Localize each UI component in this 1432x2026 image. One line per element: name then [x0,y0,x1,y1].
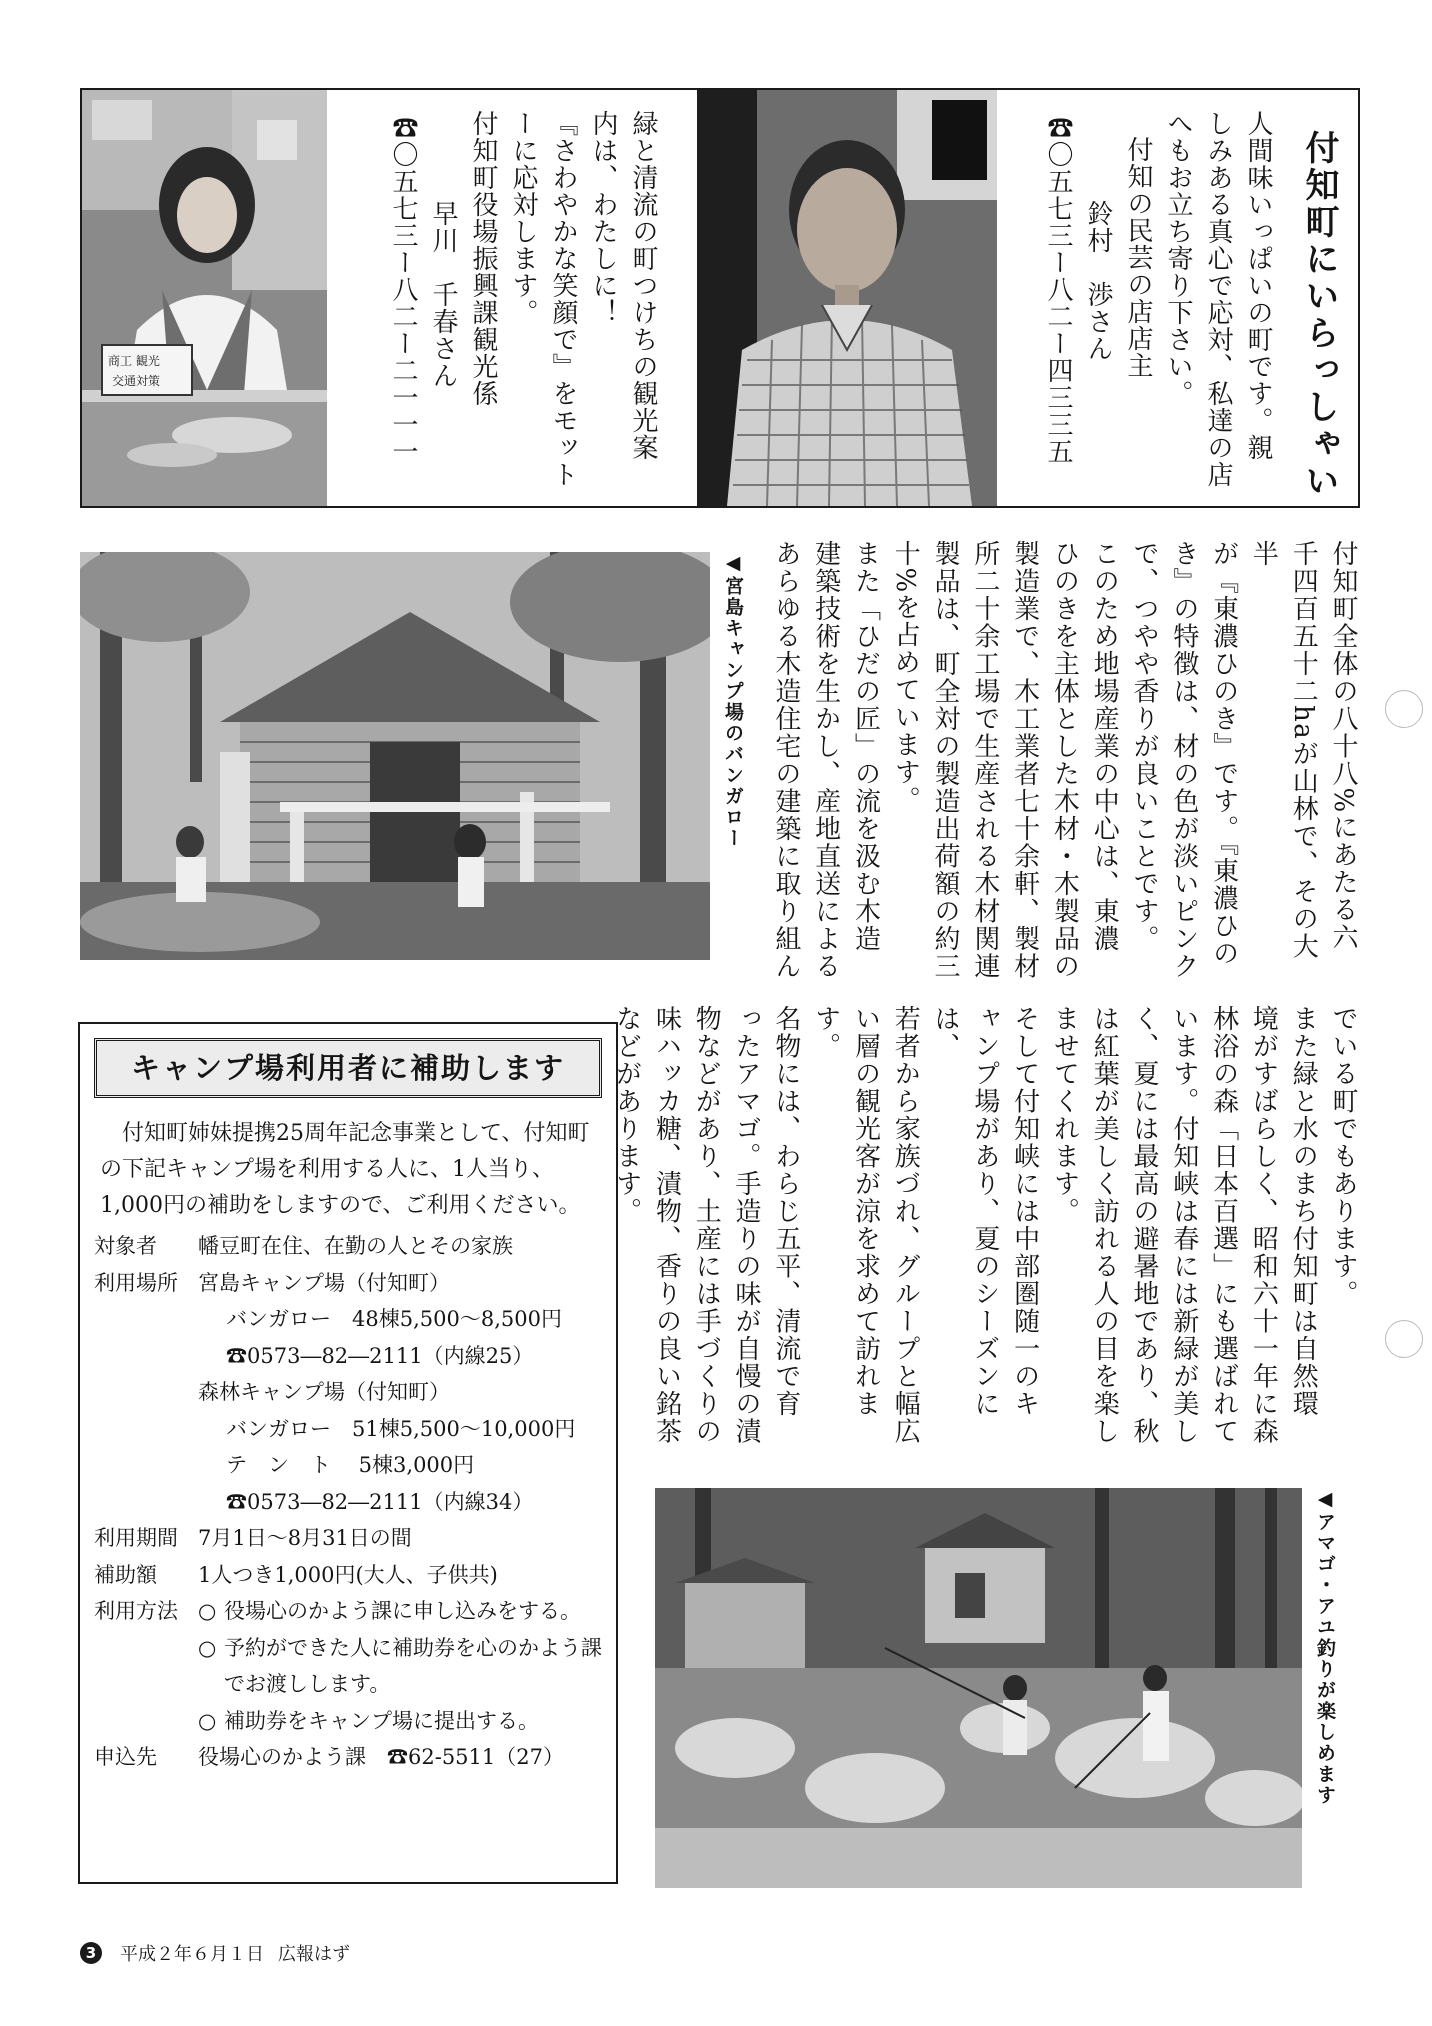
article-line: で、つやや香りが良いことです。 [1129,540,1160,953]
photo-fishing [655,1488,1302,1888]
article-line: 林浴の森「日本百選」にも選ばれて [1208,1005,1239,1445]
method-text: 役場心のかよう課に申し込みをする。 [224,1599,581,1623]
article-line: また緑と水のまち付知町は自然環 [1288,1005,1319,1418]
photo-shop-owner [697,90,997,506]
value-place1-bungalow: バンガロー 48棟5,500～8,500円 [226,1307,562,1331]
message-line: 内は、わたしに！ [588,110,618,326]
article-line: このため地場産業の中心は、東濃 [1089,540,1120,953]
message-line: へもお立ち寄り下さい。 [1163,110,1193,407]
value-period: 7月1日～8月31日の間 [198,1526,412,1550]
value-place1-tel: ☎0573―82―2111（内線25） [226,1343,534,1368]
article-line: 境がすばらしく、昭和六十一年に森 [1248,1005,1279,1445]
svg-text:交通対策: 交通対策 [112,374,161,388]
article-line: などがあります。 [611,1005,642,1225]
value-place2-bungalow: バンガロー 51棟5,500～10,000円 [226,1416,576,1441]
article-line: います。付知峡は春には新緑が美し [1168,1005,1199,1445]
article-lower [606,1005,1362,1450]
row-place1-bungalow [94,1301,602,1338]
row-amount [94,1557,602,1594]
article-line: い層の観光客が涼を求めて訪れます。 [810,1005,881,1418]
article-line: く、夏には最高の避暑地であり、秋 [1129,1005,1160,1445]
page-footer [80,1940,350,1966]
caption-fishing: ◀アマゴ・アユ釣りが楽しめます [1314,1488,1336,1806]
message-line: ーに応対します。 [508,110,538,326]
publication-name: 広報はず [278,1944,350,1965]
article-line: 物などがあり、土産には手づくりの [691,1005,722,1445]
photo-tourist-guide [82,90,327,506]
row-method [94,1593,602,1739]
article-line: ったアマゴ。手造りの味が自慢の漬 [731,1005,762,1445]
article-line: あらゆる木造住宅の建築に取り組ん [770,540,801,980]
binder-hole [1385,1320,1423,1358]
article-line: でいる町でもあります。 [1328,1005,1358,1308]
row-apply [94,1739,602,1776]
method-text: 予約ができた人に補助券を心のかよう課でお渡しします。 [224,1635,602,1696]
article-line: ませてくれます。 [1049,1005,1080,1225]
row-place2-tel [94,1484,602,1521]
value-amount: 1人つき1,000円(大人、子供共) [198,1562,498,1587]
article-line: は紅葉が美しく訪れる人の目を楽し [1089,1005,1120,1445]
article-line: また「ひだの匠」の流を汲む木造 [850,540,881,953]
message-line: しみある真心で応対、私達の店 [1203,110,1233,488]
caption-bungalow: ◀宮島キャンプ場のバンガロー [722,552,744,849]
article-line: 製造業で、木工業者七十余軒、製材 [1009,540,1040,980]
method-item [198,1703,602,1740]
label-method: 利用方法 [94,1599,178,1623]
label-period: 利用期間 [94,1526,178,1550]
tourist-guide-message [383,110,663,490]
row-target [94,1228,602,1265]
method-text: 補助券をキャンプ場に提出する。 [224,1708,539,1733]
article-line: 千四百五十二haが山林で、その大半 [1248,540,1319,961]
bullet-mark: ○ [198,1708,217,1733]
article-line: ひのきを主体とした木材・木製品の [1049,540,1080,980]
camp-subsidy-notice [78,1022,618,1884]
bullet-mark: ○ [198,1599,217,1623]
row-place2-tent [94,1447,602,1484]
method-item [198,1593,602,1630]
value-place2-tel: ☎0573―82―2111（内線34） [226,1489,534,1514]
value-place1: 宮島キャンプ場（付知町） [198,1270,450,1295]
article-line: 名物には、わらじ五平、清流で育 [770,1005,801,1418]
shop-owner-role: 付知の民芸の店店主 [1123,136,1153,379]
message-line: 人間味いっぱいの町です。親 [1243,110,1273,461]
row-period [94,1520,602,1557]
article-line: 十%を占めています。 [890,540,921,814]
article-line: ャンプ場があり、夏のシーズンには、 [930,1005,1000,1418]
tourist-guide-role: 付知町役場振興課観光係 [468,110,498,407]
article-line: そして付知峡には中部圏随一のキ [1009,1005,1040,1418]
row-place2-bungalow [94,1411,602,1448]
welcome-title: 付知町にいらっしゃい [1299,130,1339,500]
value-place2: 森林キャンプ場（付知町） [198,1380,450,1404]
message-line: 『さわやかな笑顔で』をモット [548,110,578,488]
article-line: 味ハッカ糖、漬物、香りの良い銘茶 [651,1005,682,1445]
row-place1-tel [94,1338,602,1375]
issue-date: 平成２年６月１日 [120,1944,264,1965]
message-line: 緑と清流の町つけちの観光案 [628,110,658,461]
page-number: 3 [80,1942,102,1964]
notice-intro: 付知町姉妹提携25周年記念事業として、付知町の下記キャンプ場を利用する人に、1人当り、1,000円の補助をしますので、ご利用ください。 [100,1121,590,1218]
welcome-box [80,88,1360,508]
tourist-guide-name: 早川 千春さん [428,200,458,389]
article-line: き』の特徴は、材の色が淡いピンク [1168,540,1199,980]
article-line: が『東濃ひのき』です。『東濃ひの [1208,540,1239,967]
row-place2 [94,1374,602,1411]
article-line: 建築技術を生かし、産地直送による [810,540,841,980]
notice-title: キャンプ場利用者に補助します [94,1038,602,1098]
article-upper [765,540,1362,985]
shop-owner-tel: ☎〇五七三ー八二ー四三三五 [1043,114,1073,465]
value-place2-tent: テ ン ト 5棟3,000円 [226,1453,475,1477]
label-apply: 申込先 [94,1745,157,1769]
article-line: 若者から家族づれ、グループと幅広 [890,1005,921,1445]
shop-owner-name: 鈴村 渉さん [1083,200,1113,362]
label-target: 対象者 [94,1234,157,1258]
row-place [94,1265,602,1302]
shop-owner-message [1038,110,1278,490]
value-target: 幡豆町在住、在勤の人とその家族 [198,1234,513,1258]
bullet-mark: ○ [198,1635,217,1660]
label-amount: 補助額 [94,1562,157,1587]
article-line: 製品は、町全対の製造出荷額の約三 [930,540,961,980]
article-line: 所二十余工場で生産される木材関連 [969,540,1000,980]
binder-hole [1385,690,1423,728]
method-item [198,1630,602,1703]
value-apply: 役場心のかよう課 ☎62-5511（27） [198,1745,564,1769]
photo-bungalow [80,552,710,960]
label-place: 利用場所 [94,1270,178,1295]
svg-text:商工 観光: 商工 観光 [108,354,160,368]
tourist-guide-tel: ☎〇五七三ー八二ー二一一一 [388,114,418,465]
article-line: 付知町全体の八十八%にあたる六 [1328,540,1358,952]
